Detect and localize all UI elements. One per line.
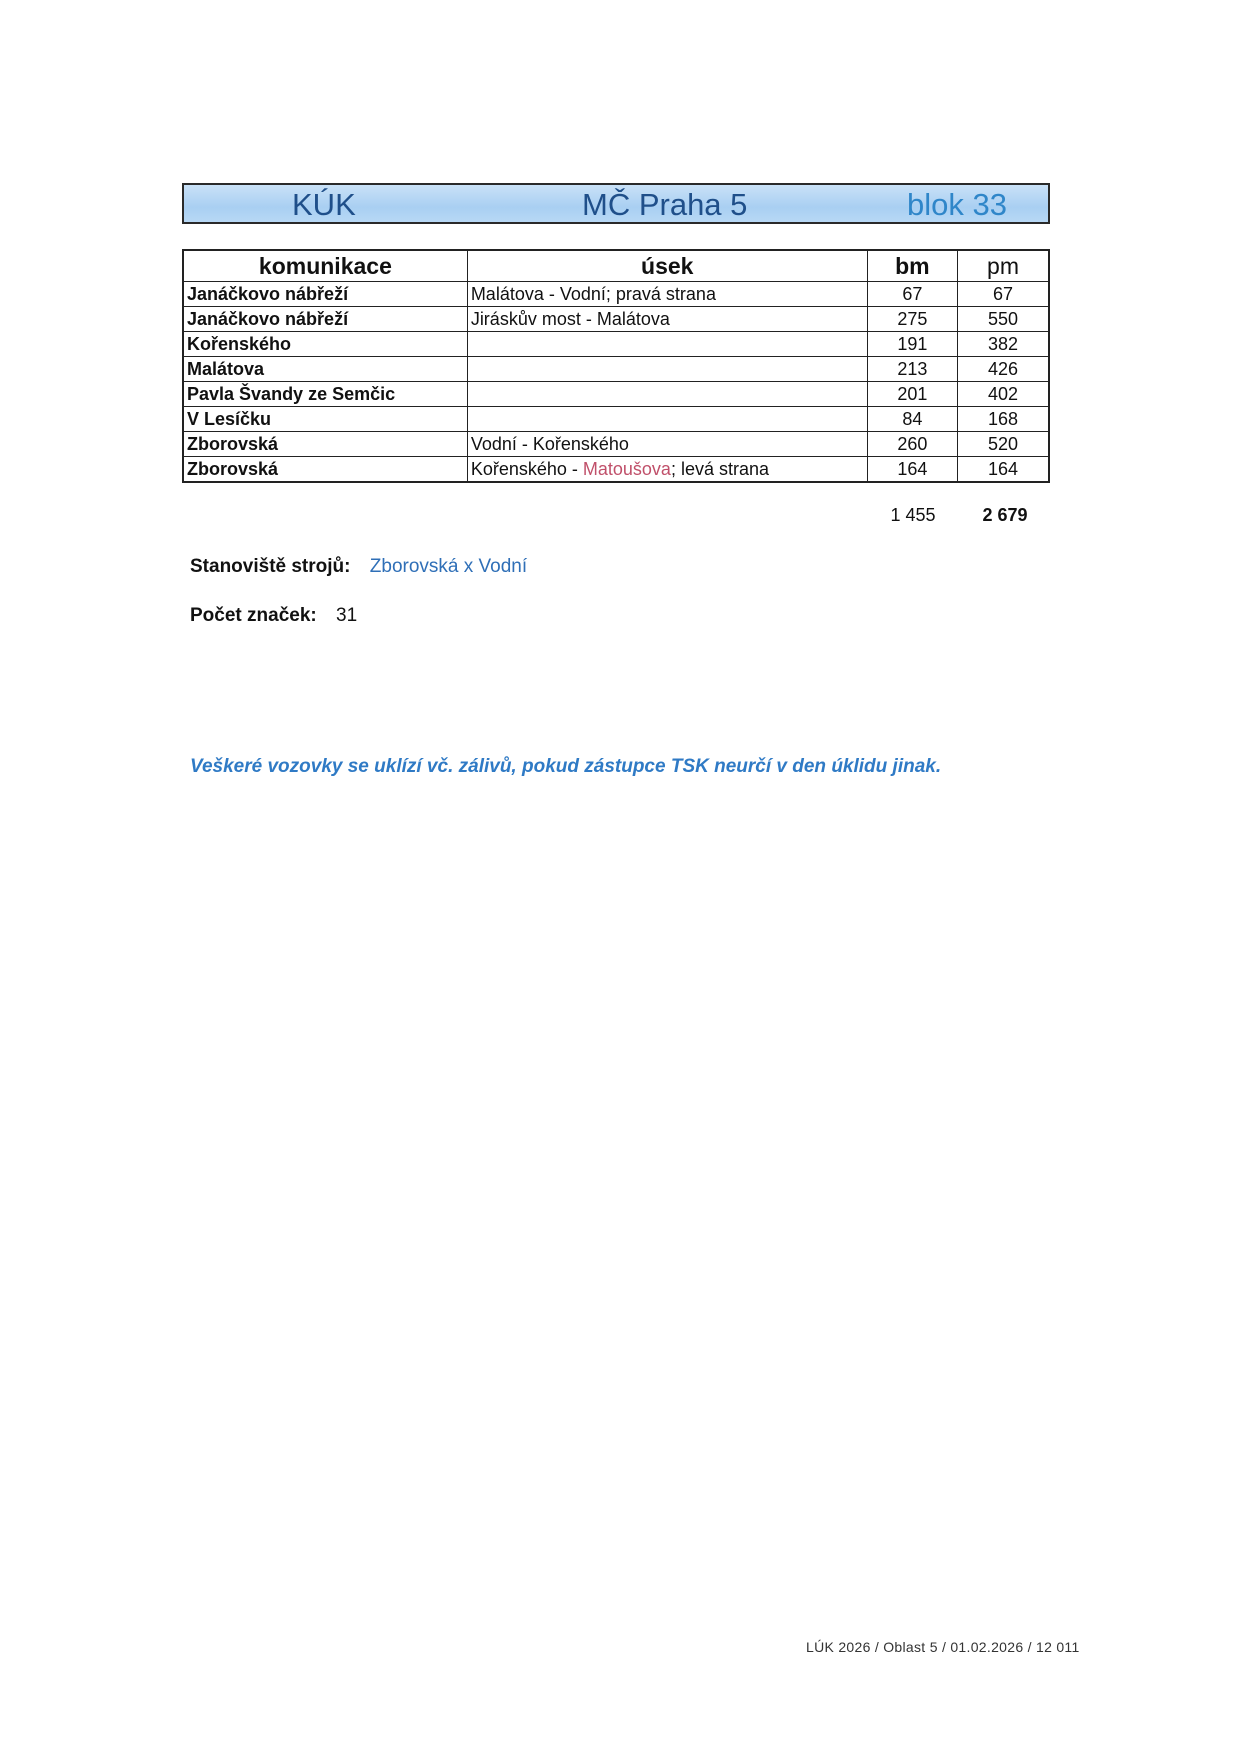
- cell-komunikace: Pavla Švandy ze Semčic: [183, 382, 467, 407]
- cell-usek: Vodní - Kořenského: [467, 432, 867, 457]
- cell-komunikace: Malátova: [183, 357, 467, 382]
- cell-pm: 520: [958, 432, 1049, 457]
- total-pm: 2 679: [982, 505, 1028, 525]
- cell-bm: 275: [867, 307, 957, 332]
- roads-table: [182, 249, 1050, 483]
- cell-pm: 426: [958, 357, 1049, 382]
- header-right: blok 33: [907, 187, 1007, 222]
- cell-pm: 67: [958, 282, 1049, 307]
- cell-usek: [467, 332, 867, 357]
- col-header-bm: bm: [867, 250, 957, 282]
- cleaning-note: Veškeré vozovky se uklízí vč. zálivů, pokud zástupce TSK neurčí v den úklidu jinak.: [190, 756, 942, 777]
- table-row: [183, 307, 1049, 332]
- znacky-value: 31: [336, 605, 358, 626]
- cell-usek: [467, 457, 867, 483]
- cell-komunikace: Janáčkovo nábřeží: [183, 282, 467, 307]
- cell-komunikace: Kořenského: [183, 332, 467, 357]
- table-row: [183, 332, 1049, 357]
- cell-bm: 67: [867, 282, 957, 307]
- znacky-label: Počet značek:: [190, 605, 317, 626]
- stanoviste-line: [190, 556, 527, 578]
- cell-komunikace: Zborovská: [183, 457, 467, 483]
- table-row: [183, 282, 1049, 307]
- header-left: KÚK: [292, 187, 356, 222]
- usek-part-start: Kořenského -: [470, 458, 583, 479]
- cell-bm: 201: [867, 382, 957, 407]
- block-header: [182, 183, 1050, 224]
- cell-usek: [467, 357, 867, 382]
- cell-komunikace: V Lesíčku: [183, 407, 467, 432]
- cell-usek: [467, 382, 867, 407]
- stanoviste-label: Stanoviště strojů:: [190, 556, 351, 577]
- table-row: [183, 432, 1049, 457]
- cell-komunikace: Zborovská: [183, 432, 467, 457]
- cell-komunikace: Janáčkovo nábřeží: [183, 307, 467, 332]
- cell-pm: 382: [958, 332, 1049, 357]
- table-header-row: [183, 250, 1049, 282]
- znacky-line: [190, 605, 357, 627]
- cell-usek: Malátova - Vodní; pravá strana: [467, 282, 867, 307]
- cell-pm: 550: [958, 307, 1049, 332]
- cell-bm: 84: [867, 407, 957, 432]
- col-header-pm: pm: [958, 250, 1049, 282]
- stanoviste-value: Zborovská x Vodní: [369, 556, 528, 577]
- col-header-usek: úsek: [467, 250, 867, 282]
- table-row: [183, 407, 1049, 432]
- cell-bm: 260: [867, 432, 957, 457]
- cell-pm: 402: [958, 382, 1049, 407]
- table-row: [183, 457, 1049, 483]
- col-header-komunikace: komunikace: [183, 250, 467, 282]
- cell-usek: Jiráskův most - Malátova: [467, 307, 867, 332]
- usek-part-highlight: Matoušova: [582, 458, 671, 479]
- header-center: MČ Praha 5: [582, 187, 748, 222]
- cell-bm: 164: [867, 457, 957, 483]
- cell-pm: 168: [958, 407, 1049, 432]
- table-row: [183, 382, 1049, 407]
- table-row: [183, 357, 1049, 382]
- usek-part-end: ; levá strana: [670, 458, 769, 479]
- cell-bm: 191: [867, 332, 957, 357]
- total-bm: 1 455: [890, 505, 936, 525]
- cell-pm: 164: [958, 457, 1049, 483]
- cell-usek: [467, 407, 867, 432]
- cell-bm: 213: [867, 357, 957, 382]
- document-footer: LÚK 2026 / Oblast 5 / 01.02.2026 / 12 011: [806, 1639, 1080, 1655]
